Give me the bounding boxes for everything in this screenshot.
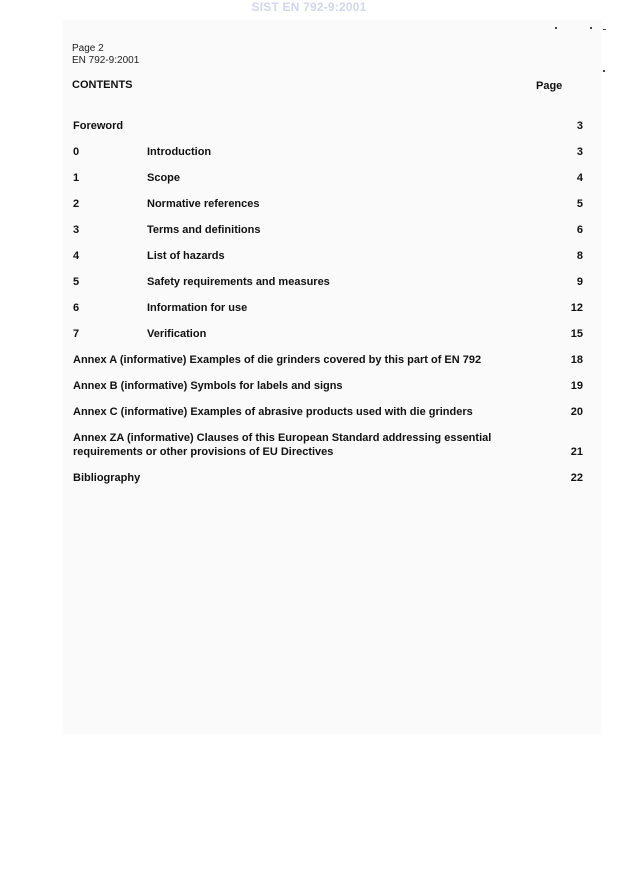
toc-title: Foreword: [73, 120, 124, 132]
page-header: [72, 43, 139, 67]
toc-title: Safety requirements and measures: [147, 276, 330, 288]
toc-title: Information for use: [147, 302, 248, 314]
toc-title: Scope: [147, 172, 181, 184]
scanned-page: [63, 20, 601, 734]
toc-clause-number: 3: [73, 224, 80, 236]
document-id: EN 792-9:2001: [72, 55, 140, 66]
toc-title: Normative references: [147, 198, 260, 210]
toc-page-number: 4: [576, 172, 583, 184]
toc-title: Annex ZA (informative) Clauses of this European Standard addressing essential requirements or other provisions of EU Directives: [73, 432, 492, 458]
toc-page-number: 15: [570, 328, 583, 340]
watermark: SIST EN 792-9:2001: [251, 0, 367, 14]
toc-title: Annex B (informative) Symbols for labels and signs: [73, 380, 343, 392]
scan-speck: [603, 70, 605, 72]
page-label: Page 2: [72, 43, 104, 54]
toc-clause-number: 1: [73, 172, 80, 184]
toc-clause-number: 0: [73, 146, 80, 158]
toc-page-number: 18: [570, 354, 583, 366]
contents-heading: CONTENTS: [72, 79, 133, 91]
toc-clause-number: 7: [73, 328, 80, 340]
toc-title: Bibliography: [73, 472, 141, 484]
toc-page-number: 8: [576, 250, 583, 262]
toc-clause-number: 5: [73, 276, 80, 288]
toc-title: Annex A (informative) Examples of die grinders covered by this part of EN 792: [73, 354, 482, 366]
scan-speck: [603, 29, 606, 30]
toc-title: Terms and definitions: [147, 224, 261, 236]
page-column-heading: Page: [536, 80, 563, 92]
toc-page-number: 3: [576, 146, 583, 158]
toc-title: Introduction: [147, 146, 212, 158]
toc-page-number: 5: [576, 198, 583, 210]
toc-page-number: 21: [570, 446, 583, 458]
scan-speck: [590, 27, 592, 29]
toc-page-number: 9: [576, 276, 583, 288]
toc-clause-number: 2: [73, 198, 80, 210]
toc-title: Verification: [147, 328, 207, 340]
toc-page-number: 12: [570, 302, 583, 314]
toc-title: List of hazards: [147, 250, 225, 262]
toc-page-number: 22: [570, 472, 583, 484]
toc-title: Annex C (informative) Examples of abrasive products used with die grinders: [73, 406, 473, 418]
scan-speck: [555, 27, 557, 29]
toc-page-number: 19: [570, 380, 583, 392]
toc-page-number: 6: [576, 224, 583, 236]
toc-page-number: 20: [570, 406, 583, 418]
toc-clause-number: 4: [73, 250, 80, 262]
toc-page-number: 3: [576, 120, 583, 132]
toc-clause-number: 6: [73, 302, 80, 314]
